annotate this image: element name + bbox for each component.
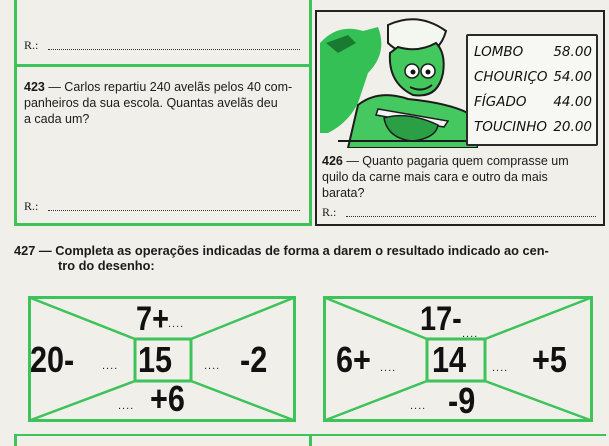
exercise-426-text: 426 — Quanto pagaria quem comprasse um quilo da carne mais cara e outro da mais barata? <box>322 154 569 200</box>
answer-label-423: R.: <box>24 199 39 213</box>
exercise-427-number: 427 <box>14 243 36 258</box>
exercise-423-number: 423 <box>24 80 45 94</box>
puzzle-1-right-blank[interactable]: .... <box>204 360 221 372</box>
puzzle-2-bottom-operation: -9 <box>448 380 476 421</box>
price-board <box>466 34 598 146</box>
exercise-427-text: 427 — Completa as operações indicadas de forma a darem o resultado indicado ao cen- tro do desenho: <box>14 243 549 273</box>
exercise-423-text: 423 — Carlos repartiu 240 avelãs pelos 40 com- panheiros da sua escola. Quantas avelãs deu a cada um? <box>24 80 293 126</box>
answer-line-423[interactable] <box>48 199 300 211</box>
puzzle-1-center: 15 <box>138 339 173 380</box>
puzzle-2-left-blank[interactable]: .... <box>380 362 397 374</box>
puzzle-1-left-blank[interactable]: .... <box>102 360 119 372</box>
puzzle-2-top-operation: 17- <box>420 300 462 338</box>
butcher-illustration <box>318 13 478 148</box>
puzzle-1-top-blank[interactable]: .... <box>168 318 185 330</box>
puzzle-2-bottom-blank[interactable]: .... <box>410 400 427 412</box>
puzzle-1-right-operation: -2 <box>240 339 268 380</box>
puzzle-2-right-blank[interactable]: .... <box>492 362 509 374</box>
answer-line-426[interactable] <box>346 205 596 217</box>
price-row-chourico: CHOURIÇO 54.00 <box>474 69 592 85</box>
puzzle-2-center: 14 <box>432 339 467 380</box>
price-row-figado: FÍGADO 44.00 <box>474 94 592 110</box>
puzzle-2-top-blank[interactable]: .... <box>462 328 479 340</box>
puzzle-2-left-operation: 6+ <box>336 339 371 380</box>
exercise-426-number: 426 <box>322 154 343 168</box>
answer-line-422[interactable] <box>48 38 300 50</box>
puzzle-1-left-operation: 20- <box>30 339 75 380</box>
next-box-top-edge <box>14 434 606 436</box>
answer-label-422: R.: <box>24 38 39 52</box>
answer-label-426: R.: <box>322 205 337 219</box>
puzzle-1-top-operation: 7+ <box>136 300 169 338</box>
price-row-toucinho: TOUCINHO 20.00 <box>474 119 592 135</box>
price-row-lombo: LOMBO 58.00 <box>474 44 592 60</box>
puzzle-1-bottom-blank[interactable]: .... <box>118 400 135 412</box>
puzzle-2-right-operation: +5 <box>532 339 567 380</box>
puzzle-1-bottom-operation: +6 <box>150 378 185 419</box>
